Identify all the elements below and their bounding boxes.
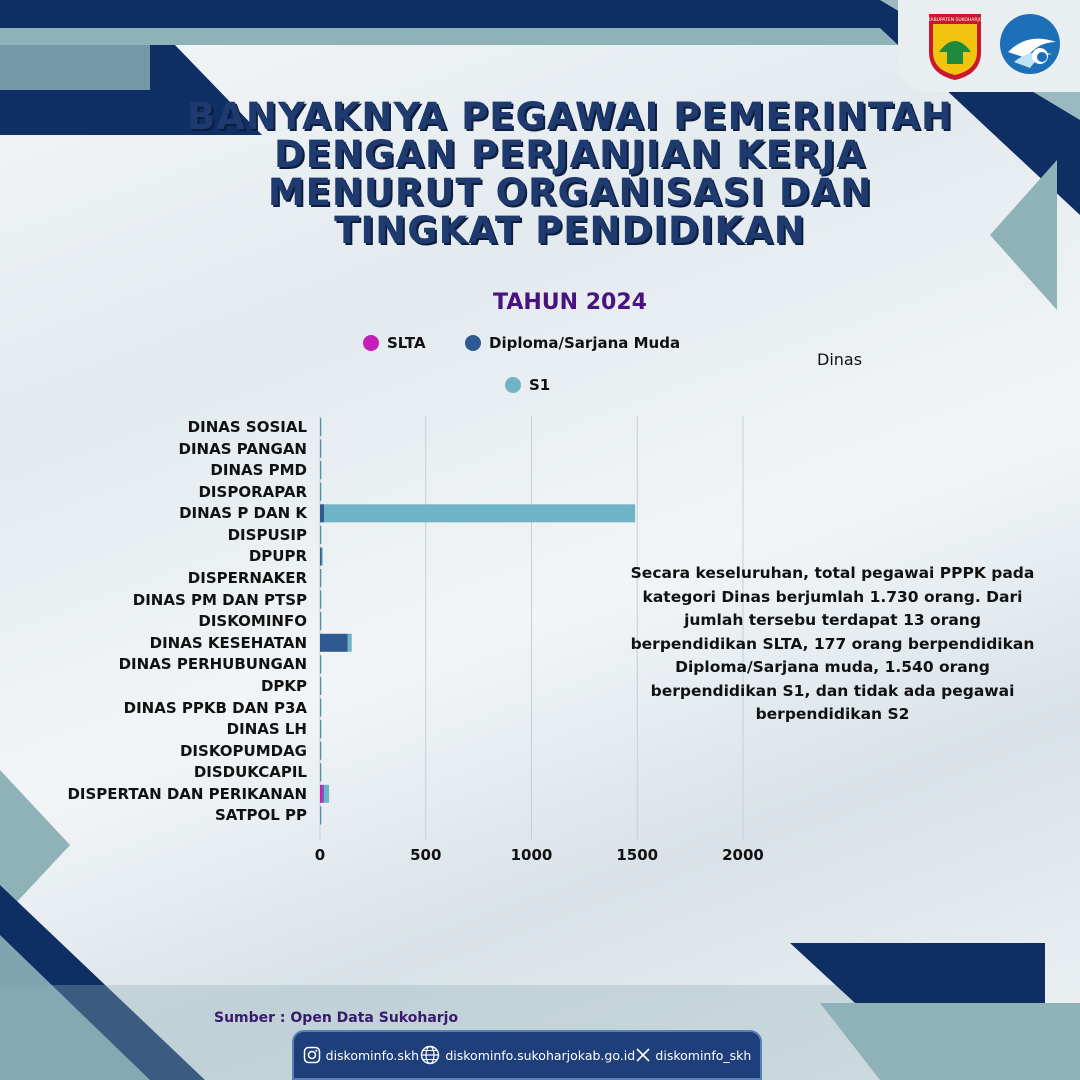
category-label: DISDUKCAPIL	[193, 763, 307, 782]
bar-diploma-sarjana-muda-dispertan-dan-perikanan	[323, 785, 324, 803]
category-label: DPKP	[260, 676, 307, 695]
bar-diploma-sarjana-muda-dinas-kesehatan	[320, 634, 347, 652]
category-label: DINAS LH	[226, 720, 307, 739]
footer-bar	[292, 1030, 762, 1080]
bar-slta-dispertan-dan-perikanan	[320, 785, 323, 803]
footer-website[interactable]	[420, 1045, 635, 1065]
category-label: DISPERTAN DAN PERIKANAN	[67, 784, 307, 803]
twitter-handle: diskominfo_skh	[655, 1047, 752, 1063]
bar-s1-dinas-ppkb-dan-p3a	[320, 699, 321, 717]
x-tick-label: 500	[410, 846, 442, 864]
legend-label-diploma: Diploma/Sarjana Muda	[489, 334, 681, 352]
bar-s1-disporapar	[320, 483, 321, 501]
bar-s1-diskominfo	[320, 612, 321, 630]
bar-s1-dispusip	[320, 526, 321, 544]
category-label: DINAS PERHUBUNGAN	[118, 655, 307, 674]
x-tick-label: 1500	[616, 846, 659, 864]
category-label: DISPORAPAR	[198, 482, 307, 501]
footer-instagram[interactable]	[303, 1046, 419, 1064]
bar-s1-satpol-pp	[320, 806, 321, 824]
category-label: DISKOMINFO	[198, 612, 307, 631]
website-url: diskominfo.sukoharjokab.go.id	[445, 1047, 636, 1063]
category-label: DINAS PANGAN	[178, 439, 307, 458]
category-label: SATPOL PP	[215, 806, 307, 825]
x-twitter-icon	[636, 1048, 650, 1062]
group-label: Dinas	[817, 350, 863, 369]
category-label: DPUPR	[248, 547, 307, 566]
bar-s1-dinas-sosial	[320, 418, 321, 436]
bar-s1-dinas-pmd	[320, 461, 321, 479]
bar-diploma-sarjana-muda-dinas-p-dan-k	[320, 504, 324, 522]
x-tick-label: 2000	[722, 846, 764, 864]
category-label: DISPERNAKER	[187, 569, 307, 588]
globe-icon	[420, 1045, 440, 1065]
svg-text:KABUPATEN SUKOHARJO: KABUPATEN SUKOHARJO	[927, 18, 983, 23]
bar-s1-dinas-lh	[320, 720, 321, 738]
bar-s1-dinas-pm-dan-ptsp	[320, 591, 321, 609]
bar-s1-disdukcapil	[320, 763, 321, 781]
bar-s1-dinas-p-dan-k	[324, 504, 635, 522]
legend-label-s1: S1	[529, 376, 551, 394]
chart-title: BANYAKNYA PEGAWAI PEMERINTAH DENGAN PERJANJIAN KERJA MENURUT ORGANISASI DAN TINGKAT PENDIDIKAN	[187, 95, 953, 252]
footer-twitter[interactable]	[636, 1048, 751, 1063]
category-label: DINAS SOSIAL	[187, 418, 307, 436]
category-label: DISKOPUMDAG	[179, 741, 307, 760]
bar-s1-dinas-perhubungan	[320, 655, 321, 673]
bar-diploma-sarjana-muda-dpupr	[320, 547, 322, 565]
category-label: DINAS PM DAN PTSP	[132, 590, 307, 609]
bar-s1-diskopumdag	[320, 742, 321, 760]
x-tick-label: 0	[314, 846, 326, 864]
bar-s1-dispertan-dan-perikanan	[324, 785, 329, 803]
summary-text: Secara keseluruhan, total pegawai PPPK pada kategori Dinas berjumlah 1.730 orang. Dari jumlah tersebu terdapat 13 orang berpendidikan SLTA, 177 orang berpendidikan Diploma/Sarjana muda, 1.540 orang berpendidikan S1, dan tidak ada pegawai berpendidikan S2	[630, 564, 1035, 723]
category-label: DISPUSIP	[227, 525, 307, 544]
bar-s1-dinas-kesehatan	[347, 634, 351, 652]
bar-s1-dinas-pangan	[320, 440, 321, 458]
bar-s1-dpkp	[320, 677, 321, 695]
category-label: DINAS KESEHATAN	[149, 633, 307, 652]
source-text: Sumber : Open Data Sukoharjo	[214, 1010, 459, 1026]
legend-label-slta: SLTA	[387, 334, 426, 352]
instagram-handle: diskominfo.skh	[325, 1047, 420, 1063]
category-label: DINAS PPKB DAN P3A	[123, 698, 307, 717]
instagram-icon	[303, 1046, 321, 1064]
bar-s1-dpupr	[322, 547, 323, 565]
category-label: DINAS P DAN K	[179, 504, 307, 523]
chart-year: TAHUN 2024	[493, 290, 647, 315]
bar-s1-dispernaker	[320, 569, 321, 587]
category-label: DINAS PMD	[210, 461, 307, 480]
x-tick-label: 1000	[510, 846, 553, 864]
